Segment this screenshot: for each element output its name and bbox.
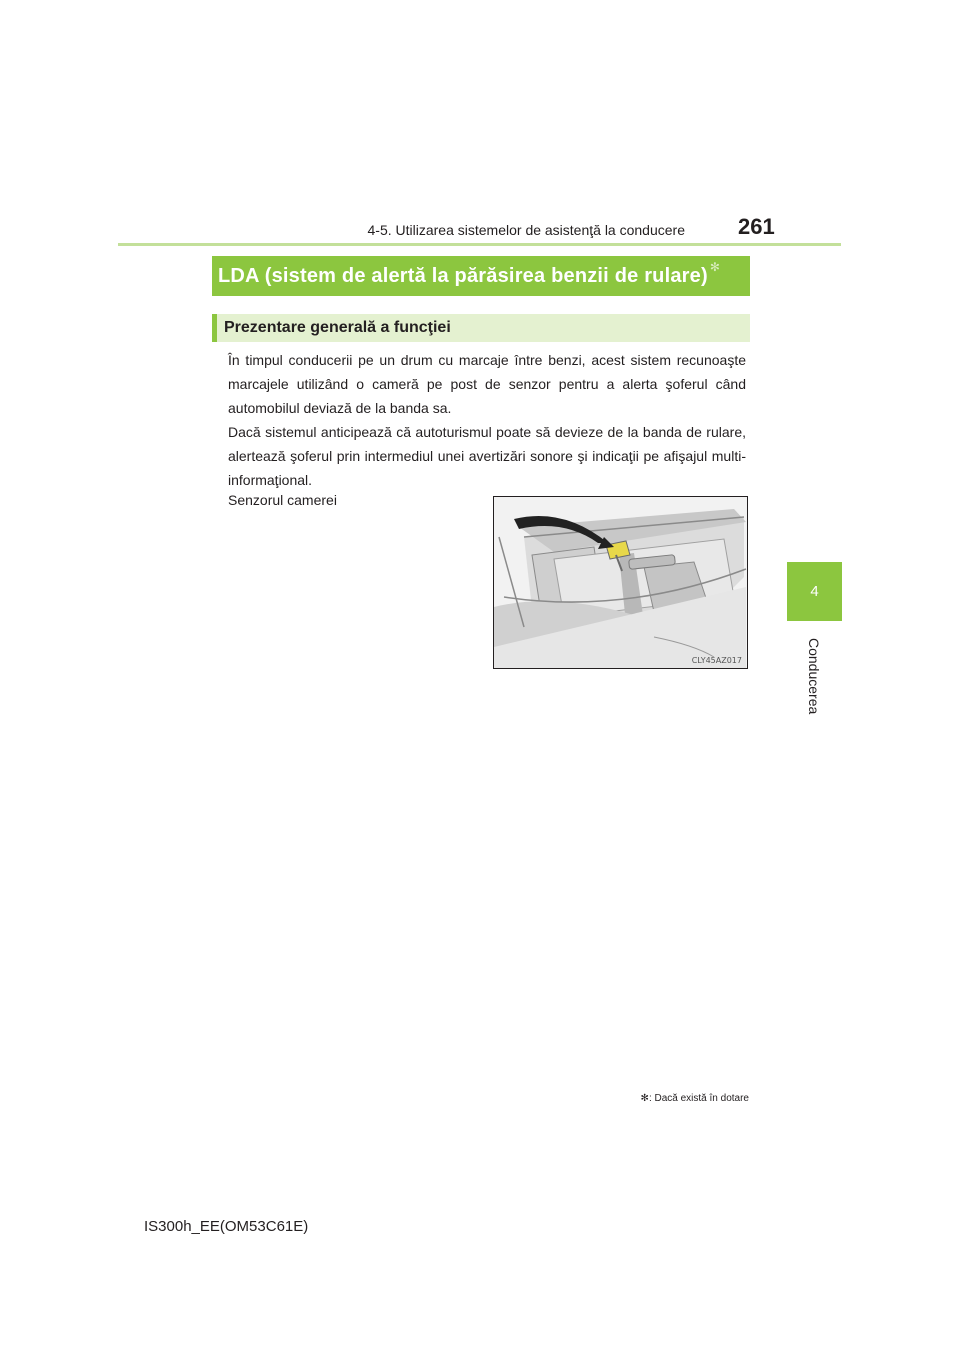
footnote-asterisk-mark: ✻	[640, 1093, 649, 1104]
camera-sensor-illustration	[493, 496, 748, 669]
section-title: LDA (sistem de alertă la părăsirea benzii de rulare)	[218, 264, 708, 287]
figure-code: CLY45AZ017	[691, 656, 742, 665]
body-paragraph-1: În timpul conducerii pe un drum cu marcaje între benzi, acest sistem recunoaşte marcajele utilizând o cameră pe post de senzor pentru a alerta şoferul când automobilul deviază de la banda sa.	[228, 352, 746, 416]
chapter-number: 4	[810, 583, 819, 600]
section-asterisk-mark: ✻	[709, 260, 720, 274]
chapter-tab[interactable]	[787, 562, 842, 621]
footer-model-code: IS300h_EE(OM53C61E)	[144, 1218, 309, 1235]
chapter-label: Conducerea	[806, 638, 822, 715]
section-heading	[212, 256, 750, 296]
header-rule	[118, 243, 841, 246]
page-number: 261	[738, 214, 775, 239]
header-title: 4-5. Utilizarea sistemelor de asistenţă la conducere	[367, 222, 685, 238]
body-paragraph-2: Dacă sistemul anticipează că autoturismul poate să devieze de la banda de rulare, alertează şoferul prin intermediul unei avertizări sonore şi indicaţii pe afişajul multi-informaţional.	[228, 424, 746, 488]
subsection-title: Prezentare generală a funcţiei	[224, 319, 451, 336]
figure-caption: Senzorul camerei	[228, 492, 337, 508]
windshield-illustration	[494, 497, 747, 668]
subsection-heading	[212, 314, 750, 342]
footnote	[560, 1093, 749, 1104]
footnote-text: : Dacă există în dotare	[648, 1093, 749, 1104]
